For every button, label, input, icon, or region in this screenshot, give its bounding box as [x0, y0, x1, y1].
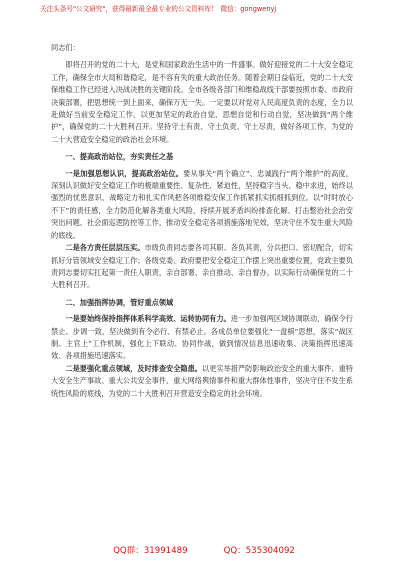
greeting: 同志们：: [51, 43, 80, 52]
section1-lead-2: 二是各方责任层层压实。: [65, 243, 145, 253]
section2-lead-2: 二是要强化重点领域，及时排查安全隐患。: [65, 363, 202, 373]
section-heading-2: 二、加强指挥协调，管好重点领域: [65, 297, 174, 307]
header-banner: [40, 5, 385, 13]
banner-text: 关注头条号"公文研究"，获得最新最全最专业的公文资料库！: [40, 5, 218, 13]
section1-text-2: 市级负责同志要各司其职、各负其责，分兵把口、密切配合，切实抓好分管领域安全稳定工作；各级党委、政府要把安全稳定工作摆上突出重要位置，党政主要负责同志要切实扛起第一责任人职责，亲自部署、亲自推动、亲自督办，以实际行动确保党的二十大胜利召开。: [51, 243, 353, 290]
section2-paragraph-1: [51, 313, 353, 363]
section1-lead-1: 一是加强思想认识，提高政治站位。: [65, 168, 184, 178]
document-body: [51, 42, 353, 400]
footer-contacts: [0, 544, 408, 556]
section2-lead-1: 一是要始终保持指挥体系科学高效、运转协同有力。: [65, 314, 231, 324]
section1-text-1: 要从事关“两个确立”、忠诚践行“两个维护”的高度，深刻认识做好安全稳定工作的极端重要性、复杂性、紧迫性，坚持稳字当头、稳中求进，始终以强烈的忧患意识、战略定力和扎实作风把各项维稳安保工作抓紧抓实抓细抓到位。以“时时放心不下”的责任感，全力防范化解各类重大风险，持续开展矛盾纠纷排查化解、打击整治社会治安突出问题、社会面巡逻防控等工作，推动安全稳定各项措施落地见效，坚决守住不发生重大风险的底线。: [51, 168, 353, 240]
intro-paragraph: 即将召开的党的二十大，是党和国家政治生活中的一件盛事。做好迎接党的二十大安全稳定工作，确保全市大局和谐稳定，是不容有失的重大政治任务。随着会期日益临近，党的二十大安保维稳工作已经进入决战决胜的关键阶段。全市各级各部门和维稳战线干部要按照市委、市政府决策部署，把思想统一到上面来，确保万无一失。一定要以对党对人民高度负责的态度，全力以赴做好当前安全稳定工作，以更加坚定的政治自觉、思想自觉和行动自觉，坚决做到“两个维护”，确保党的二十大胜利召开。坚持守土有责、守土负责、守土尽责，做好各项工作，为党的二十大营造安全稳定的政治社会环境。: [51, 60, 353, 144]
section1-paragraph-2: [51, 242, 353, 292]
section-heading-1: 一、提高政治站位，夯实责任之基: [65, 152, 174, 162]
qq-group: QQ群：31991489: [113, 546, 188, 556]
section2-text-2: 以更实举措严防影响政治安全的重大事件、重特大安全生产事故、重大公共安全事件、重大网络舆情事件和重大群体性事件，坚决守住不发生系统性风险的底线，为党的二十大胜利召开营造安全稳定的社会环境。: [51, 363, 353, 398]
qq-number: QQ：535304092: [223, 546, 295, 556]
banner-wechat: 微信：gongwenyj: [220, 5, 277, 13]
section2-paragraph-2: [51, 363, 353, 400]
section2-text-1: 进一步加强两区域协调联动，确保令行禁止、步调一致，坚决做到有令必行、有禁必止。各成员单位要强化“一盘棋”思想，落实“战区制、主官上”工作机制，强化上下联动、协同作战，做到情况信息迅速收集、决策指挥迅速高效、各项措施迅速落实。: [51, 314, 353, 361]
section1-paragraph-1: [51, 168, 353, 242]
